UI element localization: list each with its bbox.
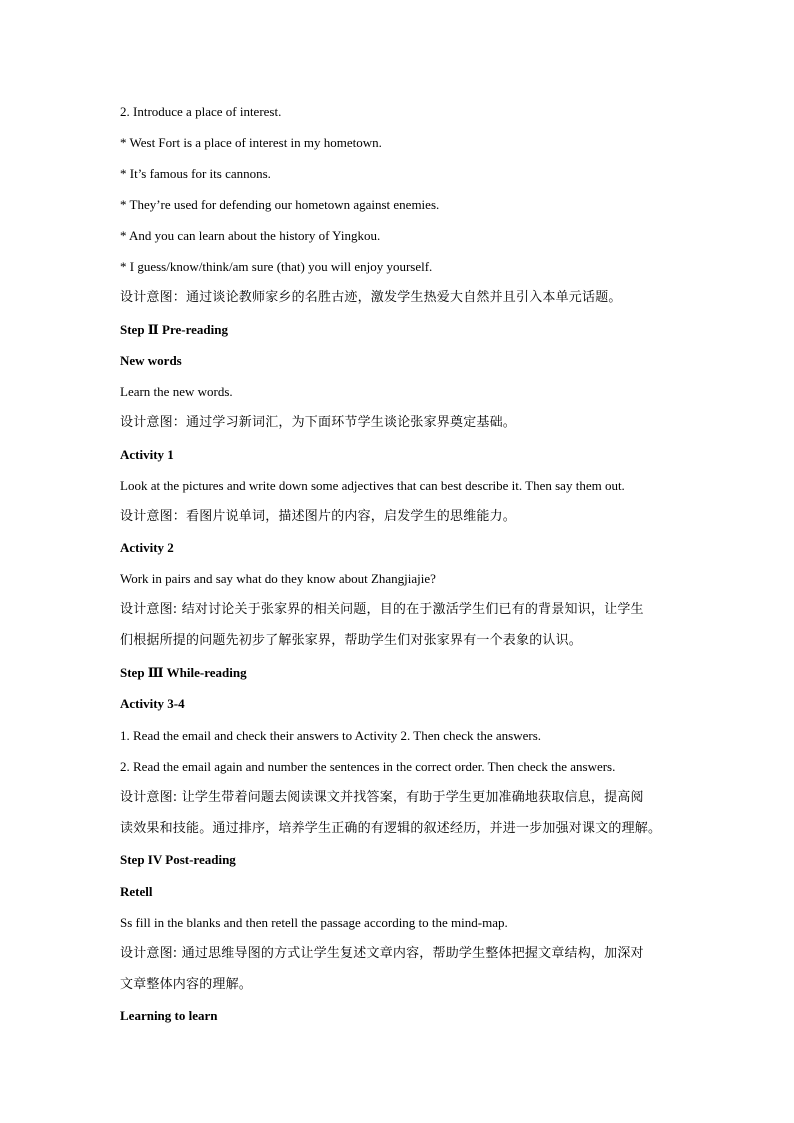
subheading: Learning to learn bbox=[120, 1008, 218, 1023]
subheading: Activity 2 bbox=[120, 540, 174, 555]
text-line: * And you can learn about the history of Yingkou. bbox=[120, 228, 381, 243]
design-intent-note-continued: 文章整体内容的理解。 bbox=[120, 977, 253, 992]
design-intent-note: 设计意图: 通过思维导图的方式让学生复述文章内容，帮助学生整体把握文章结构，加深对 bbox=[120, 946, 644, 961]
subheading: Retell bbox=[120, 884, 153, 899]
section-heading: Step IV Post-reading bbox=[120, 852, 236, 867]
design-intent-note: 设计意图：通过谈论教师家乡的名胜古迹，激发学生热爱大自然并且引入本单元话题。 bbox=[120, 290, 622, 305]
text-line: 1. Read the email and check their answers to Activity 2. Then check the answers. bbox=[120, 728, 542, 743]
section-heading: Step Ⅱ Pre-reading bbox=[120, 322, 228, 337]
subheading: Activity 1 bbox=[120, 447, 174, 462]
text-line: * They’re used for defending our hometown against enemies. bbox=[120, 197, 440, 212]
text-line: 2. Introduce a place of interest. bbox=[120, 104, 282, 119]
text-line: * West Fort is a place of interest in my hometown. bbox=[120, 135, 382, 150]
text-line: Work in pairs and say what do they know about Zhangjiajie? bbox=[120, 571, 436, 586]
design-intent-note: 设计意图: 让学生带着问题去阅读课文并找答案，有助于学生更加准确地获取信息，提高阅 bbox=[120, 790, 644, 805]
text-line: * It’s famous for its cannons. bbox=[120, 166, 271, 181]
text-line: 2. Read the email again and number the sentences in the correct order. Then check the answers. bbox=[120, 759, 616, 774]
design-intent-note-continued: 们根据所提的问题先初步了解张家界，帮助学生们对张家界有一个表象的认识。 bbox=[120, 633, 583, 648]
text-line: Look at the pictures and write down some adjectives that can best describe it. Then say them out. bbox=[120, 478, 625, 493]
section-heading: Step Ⅲ While-reading bbox=[120, 665, 247, 680]
text-line: * I guess/know/think/am sure (that) you will enjoy yourself. bbox=[120, 259, 433, 274]
design-intent-note-continued: 读效果和技能。通过排序，培养学生正确的有逻辑的叙述经历，并进一步加强对课文的理解。 bbox=[120, 821, 662, 836]
text-line: Learn the new words. bbox=[120, 384, 233, 399]
subheading: Activity 3-4 bbox=[120, 696, 185, 711]
design-intent-note: 设计意图：看图片说单词，描述图片的内容，启发学生的思维能力。 bbox=[120, 509, 517, 524]
design-intent-note: 设计意图: 结对讨论关于张家界的相关问题，目的在于激活学生们已有的背景知识，让学生 bbox=[120, 602, 644, 617]
design-intent-note: 设计意图：通过学习新词汇，为下面环节学生谈论张家界奠定基础。 bbox=[120, 415, 517, 430]
text-line: Ss fill in the blanks and then retell the passage according to the mind-map. bbox=[120, 915, 508, 930]
subheading: New words bbox=[120, 353, 182, 368]
